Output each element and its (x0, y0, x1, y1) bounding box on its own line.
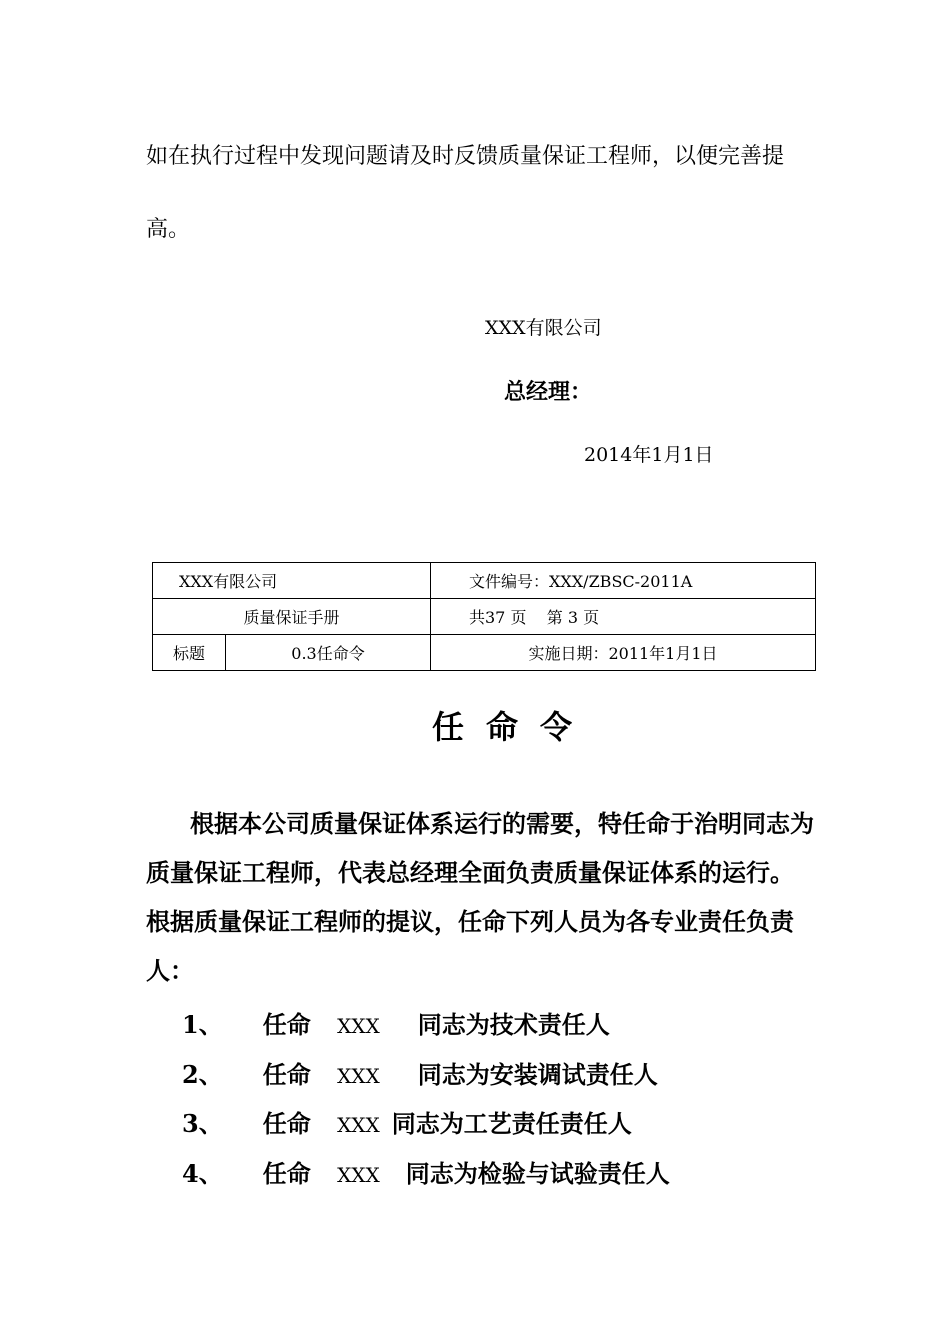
appointment-item (182, 1055, 658, 1090)
item-verb: 任命 (262, 1160, 311, 1188)
item-role: 同志为工艺责任责任人 (391, 1110, 632, 1138)
appointment-item (182, 1104, 632, 1139)
item-verb: 任命 (262, 1110, 311, 1138)
item-number: 2、 (182, 1060, 223, 1089)
item-name: XXX (337, 1014, 380, 1038)
item-role: 同志为检验与试验责任人 (405, 1160, 670, 1188)
header-title-value: 0.3任命令 (226, 635, 431, 671)
header-manual-name: 质量保证手册 (153, 599, 431, 635)
order-body (146, 800, 816, 996)
item-name: XXX (337, 1163, 380, 1187)
appointment-item (182, 1154, 670, 1189)
header-company: XXX有限公司 (153, 563, 431, 599)
item-role: 同志为技术责任人 (417, 1011, 610, 1039)
item-name: XXX (337, 1113, 380, 1137)
item-number: 1、 (182, 1010, 223, 1039)
item-number: 4、 (182, 1159, 223, 1188)
order-title: 任命令 (432, 708, 595, 746)
header-file-number: 文件编号：XXX/ZBSC-2011A (431, 563, 816, 599)
document-header-table (152, 562, 816, 671)
signature-general-manager: 总经理： (504, 379, 593, 405)
header-title-label: 标题 (153, 635, 226, 671)
item-verb: 任命 (262, 1011, 311, 1039)
item-role: 同志为安装调试责任人 (417, 1061, 658, 1089)
header-implementation-date: 实施日期：2011年1月1日 (431, 635, 816, 671)
signature-date: 2014年1月1日 (584, 444, 714, 466)
item-name: XXX (337, 1064, 380, 1088)
item-number: 3、 (182, 1109, 223, 1138)
appointment-item (182, 1005, 610, 1040)
intro-line-1: 如在执行过程中发现问题请及时反馈质量保证工程师，以便完善提 (146, 144, 785, 169)
item-verb: 任命 (262, 1061, 311, 1089)
header-page-count: 共37 页 第 3 页 (431, 599, 816, 635)
signature-company: XXX有限公司 (485, 317, 602, 339)
intro-line-2: 高。 (146, 217, 191, 242)
order-body-text: 根据本公司质量保证体系运行的需要，特任命于治明同志为质量保证工程师，代表总经理全面负责质量保证体系的运行。根据质量保证工程师的提议，任命下列人员为各专业责任负责人： (146, 810, 814, 985)
